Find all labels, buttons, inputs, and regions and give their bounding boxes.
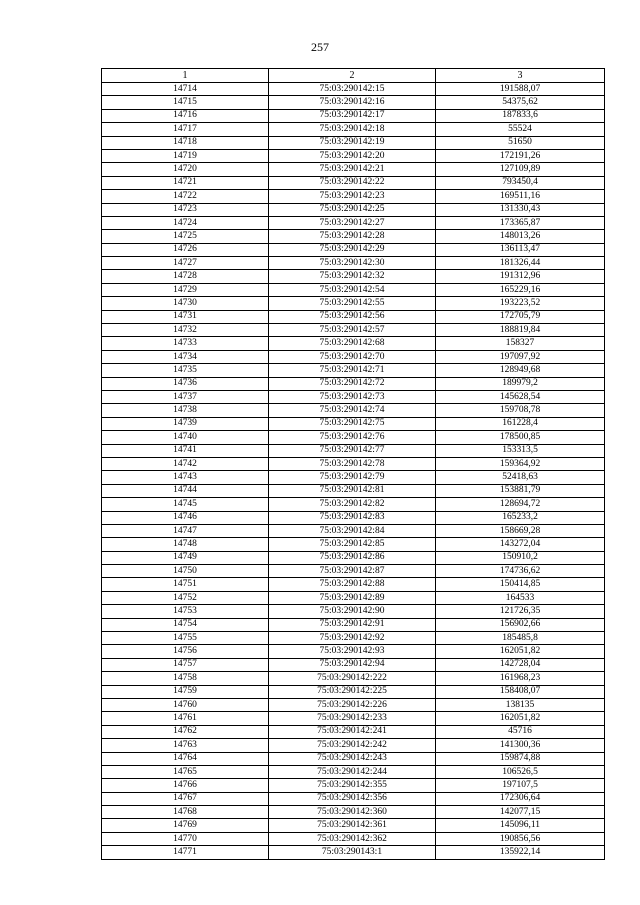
table-cell: 75:03:290142:362 bbox=[269, 832, 436, 845]
table-cell: 193223,52 bbox=[436, 297, 605, 310]
table-cell: 14770 bbox=[102, 832, 269, 845]
table-cell: 145628,54 bbox=[436, 390, 605, 403]
table-cell: 75:03:290142:27 bbox=[269, 216, 436, 229]
table-cell: 150414,85 bbox=[436, 578, 605, 591]
table-cell: 141300,36 bbox=[436, 739, 605, 752]
table-cell: 75:03:290142:88 bbox=[269, 578, 436, 591]
table-row bbox=[102, 471, 605, 484]
table-cell: 14721 bbox=[102, 176, 269, 189]
table-cell: 128694,72 bbox=[436, 498, 605, 511]
table-row bbox=[102, 109, 605, 122]
column-header: 2 bbox=[269, 69, 436, 83]
table-cell: 127109,89 bbox=[436, 163, 605, 176]
table-row bbox=[102, 819, 605, 832]
table-cell: 14759 bbox=[102, 685, 269, 698]
column-header: 1 bbox=[102, 69, 269, 83]
table-cell: 14727 bbox=[102, 257, 269, 270]
table-cell: 75:03:290142:68 bbox=[269, 337, 436, 350]
table-cell: 14722 bbox=[102, 190, 269, 203]
table-cell: 45716 bbox=[436, 725, 605, 738]
table-cell: 14725 bbox=[102, 230, 269, 243]
table-cell: 14734 bbox=[102, 350, 269, 363]
table-row bbox=[102, 779, 605, 792]
table-cell: 135922,14 bbox=[436, 846, 605, 859]
table-cell: 75:03:290142:17 bbox=[269, 109, 436, 122]
table-cell: 14753 bbox=[102, 605, 269, 618]
table-cell: 14743 bbox=[102, 471, 269, 484]
table-header-row bbox=[102, 69, 605, 83]
table-cell: 75:03:290142:92 bbox=[269, 632, 436, 645]
table-cell: 14768 bbox=[102, 806, 269, 819]
table-cell: 14724 bbox=[102, 216, 269, 229]
table-row bbox=[102, 176, 605, 189]
table-cell: 169511,16 bbox=[436, 190, 605, 203]
table-row bbox=[102, 377, 605, 390]
table-row bbox=[102, 511, 605, 524]
table-row bbox=[102, 712, 605, 725]
table-cell: 189979,2 bbox=[436, 377, 605, 390]
table-cell: 14738 bbox=[102, 404, 269, 417]
table-cell: 75:03:290142:89 bbox=[269, 591, 436, 604]
table-cell: 14736 bbox=[102, 377, 269, 390]
table-cell: 14758 bbox=[102, 672, 269, 685]
table-cell: 75:03:290142:81 bbox=[269, 484, 436, 497]
table-cell: 75:03:290142:32 bbox=[269, 270, 436, 283]
table-cell: 75:03:290142:226 bbox=[269, 698, 436, 711]
table-row bbox=[102, 765, 605, 778]
table-cell: 75:03:290142:241 bbox=[269, 725, 436, 738]
table-cell: 75:03:290142:56 bbox=[269, 310, 436, 323]
table-cell: 75:03:290142:79 bbox=[269, 471, 436, 484]
table-cell: 178500,85 bbox=[436, 431, 605, 444]
table-cell: 75:03:290142:242 bbox=[269, 739, 436, 752]
table-cell: 75:03:290142:78 bbox=[269, 457, 436, 470]
table-row bbox=[102, 806, 605, 819]
table-row bbox=[102, 270, 605, 283]
table-cell: 188819,84 bbox=[436, 324, 605, 337]
table-body bbox=[102, 83, 605, 860]
table-row bbox=[102, 404, 605, 417]
table-cell: 142728,04 bbox=[436, 658, 605, 671]
table-row bbox=[102, 417, 605, 430]
table-cell: 75:03:290142:90 bbox=[269, 605, 436, 618]
table-cell: 136113,47 bbox=[436, 243, 605, 256]
table-cell: 75:03:290142:84 bbox=[269, 524, 436, 537]
table-cell: 14717 bbox=[102, 123, 269, 136]
table-cell: 158408,07 bbox=[436, 685, 605, 698]
table-row bbox=[102, 203, 605, 216]
table-cell: 164533 bbox=[436, 591, 605, 604]
table-cell: 14733 bbox=[102, 337, 269, 350]
table-row bbox=[102, 364, 605, 377]
table-row bbox=[102, 484, 605, 497]
table-cell: 75:03:290142:74 bbox=[269, 404, 436, 417]
table-cell: 793450,4 bbox=[436, 176, 605, 189]
table-cell: 128949,68 bbox=[436, 364, 605, 377]
table-cell: 14739 bbox=[102, 417, 269, 430]
table-row bbox=[102, 792, 605, 805]
table-cell: 161968,23 bbox=[436, 672, 605, 685]
table-cell: 14771 bbox=[102, 846, 269, 859]
table-cell: 75:03:290142:71 bbox=[269, 364, 436, 377]
table-cell: 14718 bbox=[102, 136, 269, 149]
table-cell: 14723 bbox=[102, 203, 269, 216]
table-cell: 75:03:290142:55 bbox=[269, 297, 436, 310]
table-cell: 14748 bbox=[102, 538, 269, 551]
table-cell: 14755 bbox=[102, 632, 269, 645]
column-header: 3 bbox=[436, 69, 605, 83]
table-cell: 75:03:290142:30 bbox=[269, 257, 436, 270]
table-cell: 75:03:290143:1 bbox=[269, 846, 436, 859]
table-row bbox=[102, 672, 605, 685]
table-cell: 14732 bbox=[102, 324, 269, 337]
table-cell: 159874,88 bbox=[436, 752, 605, 765]
table-cell: 14729 bbox=[102, 283, 269, 296]
table-row bbox=[102, 190, 605, 203]
table-cell: 14760 bbox=[102, 698, 269, 711]
table-cell: 14764 bbox=[102, 752, 269, 765]
table-row bbox=[102, 163, 605, 176]
table-row bbox=[102, 149, 605, 162]
table-cell: 14714 bbox=[102, 83, 269, 96]
table-cell: 14762 bbox=[102, 725, 269, 738]
table-cell: 14765 bbox=[102, 765, 269, 778]
table-cell: 14745 bbox=[102, 498, 269, 511]
table-row bbox=[102, 551, 605, 564]
table-cell: 191312,96 bbox=[436, 270, 605, 283]
table-cell: 14726 bbox=[102, 243, 269, 256]
table-cell: 75:03:290142:355 bbox=[269, 779, 436, 792]
table-row bbox=[102, 565, 605, 578]
table-row bbox=[102, 685, 605, 698]
table-cell: 14737 bbox=[102, 390, 269, 403]
table-cell: 145096,11 bbox=[436, 819, 605, 832]
table-cell: 165229,16 bbox=[436, 283, 605, 296]
table-row bbox=[102, 310, 605, 323]
table-cell: 158327 bbox=[436, 337, 605, 350]
table-cell: 187833,6 bbox=[436, 109, 605, 122]
table-row bbox=[102, 283, 605, 296]
table-cell: 55524 bbox=[436, 123, 605, 136]
table-cell: 165233,2 bbox=[436, 511, 605, 524]
table-cell: 75:03:290142:244 bbox=[269, 765, 436, 778]
table-cell: 190856,56 bbox=[436, 832, 605, 845]
table-cell: 75:03:290142:82 bbox=[269, 498, 436, 511]
table-row bbox=[102, 632, 605, 645]
table-cell: 14767 bbox=[102, 792, 269, 805]
table-cell: 150910,2 bbox=[436, 551, 605, 564]
table-cell: 75:03:290142:86 bbox=[269, 551, 436, 564]
table-cell: 75:03:290142:361 bbox=[269, 819, 436, 832]
table-cell: 185485,8 bbox=[436, 632, 605, 645]
data-table bbox=[101, 68, 605, 860]
table-cell: 75:03:290142:23 bbox=[269, 190, 436, 203]
table-row bbox=[102, 752, 605, 765]
table-row bbox=[102, 297, 605, 310]
table-row bbox=[102, 96, 605, 109]
table-cell: 14720 bbox=[102, 163, 269, 176]
table-row bbox=[102, 658, 605, 671]
table-row bbox=[102, 524, 605, 537]
table-cell: 121726,35 bbox=[436, 605, 605, 618]
table-cell: 161228,4 bbox=[436, 417, 605, 430]
table-row bbox=[102, 739, 605, 752]
table-cell: 158669,28 bbox=[436, 524, 605, 537]
table-row bbox=[102, 83, 605, 96]
table-cell: 159364,92 bbox=[436, 457, 605, 470]
table-cell: 75:03:290142:15 bbox=[269, 83, 436, 96]
table-cell: 14741 bbox=[102, 444, 269, 457]
table-cell: 14735 bbox=[102, 364, 269, 377]
table-cell: 174736,62 bbox=[436, 565, 605, 578]
table-cell: 75:03:290142:21 bbox=[269, 163, 436, 176]
table-cell: 14716 bbox=[102, 109, 269, 122]
table-cell: 173365,87 bbox=[436, 216, 605, 229]
page-number: 257 bbox=[311, 40, 329, 54]
table-row bbox=[102, 444, 605, 457]
table-cell: 75:03:290142:28 bbox=[269, 230, 436, 243]
table-cell: 14750 bbox=[102, 565, 269, 578]
table-cell: 75:03:290142:73 bbox=[269, 390, 436, 403]
table-cell: 75:03:290142:25 bbox=[269, 203, 436, 216]
table-row bbox=[102, 257, 605, 270]
table-cell: 75:03:290142:76 bbox=[269, 431, 436, 444]
table-cell: 148013,26 bbox=[436, 230, 605, 243]
table-row bbox=[102, 136, 605, 149]
table-cell: 75:03:290142:225 bbox=[269, 685, 436, 698]
table-cell: 14746 bbox=[102, 511, 269, 524]
table-cell: 197097,92 bbox=[436, 350, 605, 363]
table-cell: 172306,64 bbox=[436, 792, 605, 805]
table-cell: 181326,44 bbox=[436, 257, 605, 270]
table-cell: 162051,82 bbox=[436, 712, 605, 725]
table-cell: 75:03:290142:233 bbox=[269, 712, 436, 725]
table-row bbox=[102, 324, 605, 337]
table-row bbox=[102, 698, 605, 711]
table-cell: 75:03:290142:19 bbox=[269, 136, 436, 149]
table-cell: 75:03:290142:94 bbox=[269, 658, 436, 671]
table-cell: 14751 bbox=[102, 578, 269, 591]
table-cell: 75:03:290142:85 bbox=[269, 538, 436, 551]
table-cell: 138135 bbox=[436, 698, 605, 711]
table-row bbox=[102, 846, 605, 859]
table-cell: 14752 bbox=[102, 591, 269, 604]
table-row bbox=[102, 350, 605, 363]
table-cell: 14754 bbox=[102, 618, 269, 631]
table-cell: 75:03:290142:243 bbox=[269, 752, 436, 765]
table-cell: 14766 bbox=[102, 779, 269, 792]
table-cell: 14742 bbox=[102, 457, 269, 470]
table-cell: 75:03:290142:16 bbox=[269, 96, 436, 109]
table-cell: 191588,07 bbox=[436, 83, 605, 96]
table-cell: 14756 bbox=[102, 645, 269, 658]
table-row bbox=[102, 216, 605, 229]
table-cell: 75:03:290142:93 bbox=[269, 645, 436, 658]
table-cell: 75:03:290142:356 bbox=[269, 792, 436, 805]
table-row bbox=[102, 457, 605, 470]
table-row bbox=[102, 645, 605, 658]
table-cell: 142077,15 bbox=[436, 806, 605, 819]
table-row bbox=[102, 578, 605, 591]
table-row bbox=[102, 337, 605, 350]
table-cell: 14719 bbox=[102, 149, 269, 162]
table-row bbox=[102, 725, 605, 738]
table-cell: 75:03:290142:75 bbox=[269, 417, 436, 430]
table-cell: 75:03:290142:29 bbox=[269, 243, 436, 256]
table-cell: 75:03:290142:22 bbox=[269, 176, 436, 189]
table-row bbox=[102, 538, 605, 551]
table-cell: 75:03:290142:222 bbox=[269, 672, 436, 685]
table-cell: 14747 bbox=[102, 524, 269, 537]
table-cell: 54375,62 bbox=[436, 96, 605, 109]
table-cell: 172705,79 bbox=[436, 310, 605, 323]
table-cell: 153881,79 bbox=[436, 484, 605, 497]
table-cell: 75:03:290142:360 bbox=[269, 806, 436, 819]
table-cell: 14763 bbox=[102, 739, 269, 752]
table-cell: 75:03:290142:72 bbox=[269, 377, 436, 390]
table-cell: 75:03:290142:87 bbox=[269, 565, 436, 578]
table-cell: 75:03:290142:83 bbox=[269, 511, 436, 524]
table-cell: 153313,5 bbox=[436, 444, 605, 457]
table-cell: 75:03:290142:91 bbox=[269, 618, 436, 631]
table-cell: 14769 bbox=[102, 819, 269, 832]
table-cell: 162051,82 bbox=[436, 645, 605, 658]
table-row bbox=[102, 390, 605, 403]
table-cell: 75:03:290142:20 bbox=[269, 149, 436, 162]
table-row bbox=[102, 230, 605, 243]
table-cell: 159708,78 bbox=[436, 404, 605, 417]
table-cell: 14715 bbox=[102, 96, 269, 109]
table-cell: 52418,63 bbox=[436, 471, 605, 484]
table-row bbox=[102, 605, 605, 618]
table-cell: 14731 bbox=[102, 310, 269, 323]
table-cell: 131330,43 bbox=[436, 203, 605, 216]
table-cell: 14728 bbox=[102, 270, 269, 283]
table-cell: 172191,26 bbox=[436, 149, 605, 162]
table-row bbox=[102, 123, 605, 136]
table-cell: 75:03:290142:70 bbox=[269, 350, 436, 363]
table-cell: 75:03:290142:77 bbox=[269, 444, 436, 457]
table-cell: 51650 bbox=[436, 136, 605, 149]
table-row bbox=[102, 243, 605, 256]
table-cell: 156902,66 bbox=[436, 618, 605, 631]
table-cell: 106526,5 bbox=[436, 765, 605, 778]
table-cell: 75:03:290142:18 bbox=[269, 123, 436, 136]
table-row bbox=[102, 618, 605, 631]
table-cell: 75:03:290142:54 bbox=[269, 283, 436, 296]
table-cell: 14761 bbox=[102, 712, 269, 725]
table-cell: 143272,04 bbox=[436, 538, 605, 551]
table-row bbox=[102, 832, 605, 845]
table-row bbox=[102, 591, 605, 604]
table-row bbox=[102, 431, 605, 444]
table-cell: 75:03:290142:57 bbox=[269, 324, 436, 337]
table-cell: 14749 bbox=[102, 551, 269, 564]
table-cell: 14740 bbox=[102, 431, 269, 444]
table-cell: 14757 bbox=[102, 658, 269, 671]
table-cell: 14744 bbox=[102, 484, 269, 497]
table-cell: 197107,5 bbox=[436, 779, 605, 792]
table-cell: 14730 bbox=[102, 297, 269, 310]
table-row bbox=[102, 498, 605, 511]
